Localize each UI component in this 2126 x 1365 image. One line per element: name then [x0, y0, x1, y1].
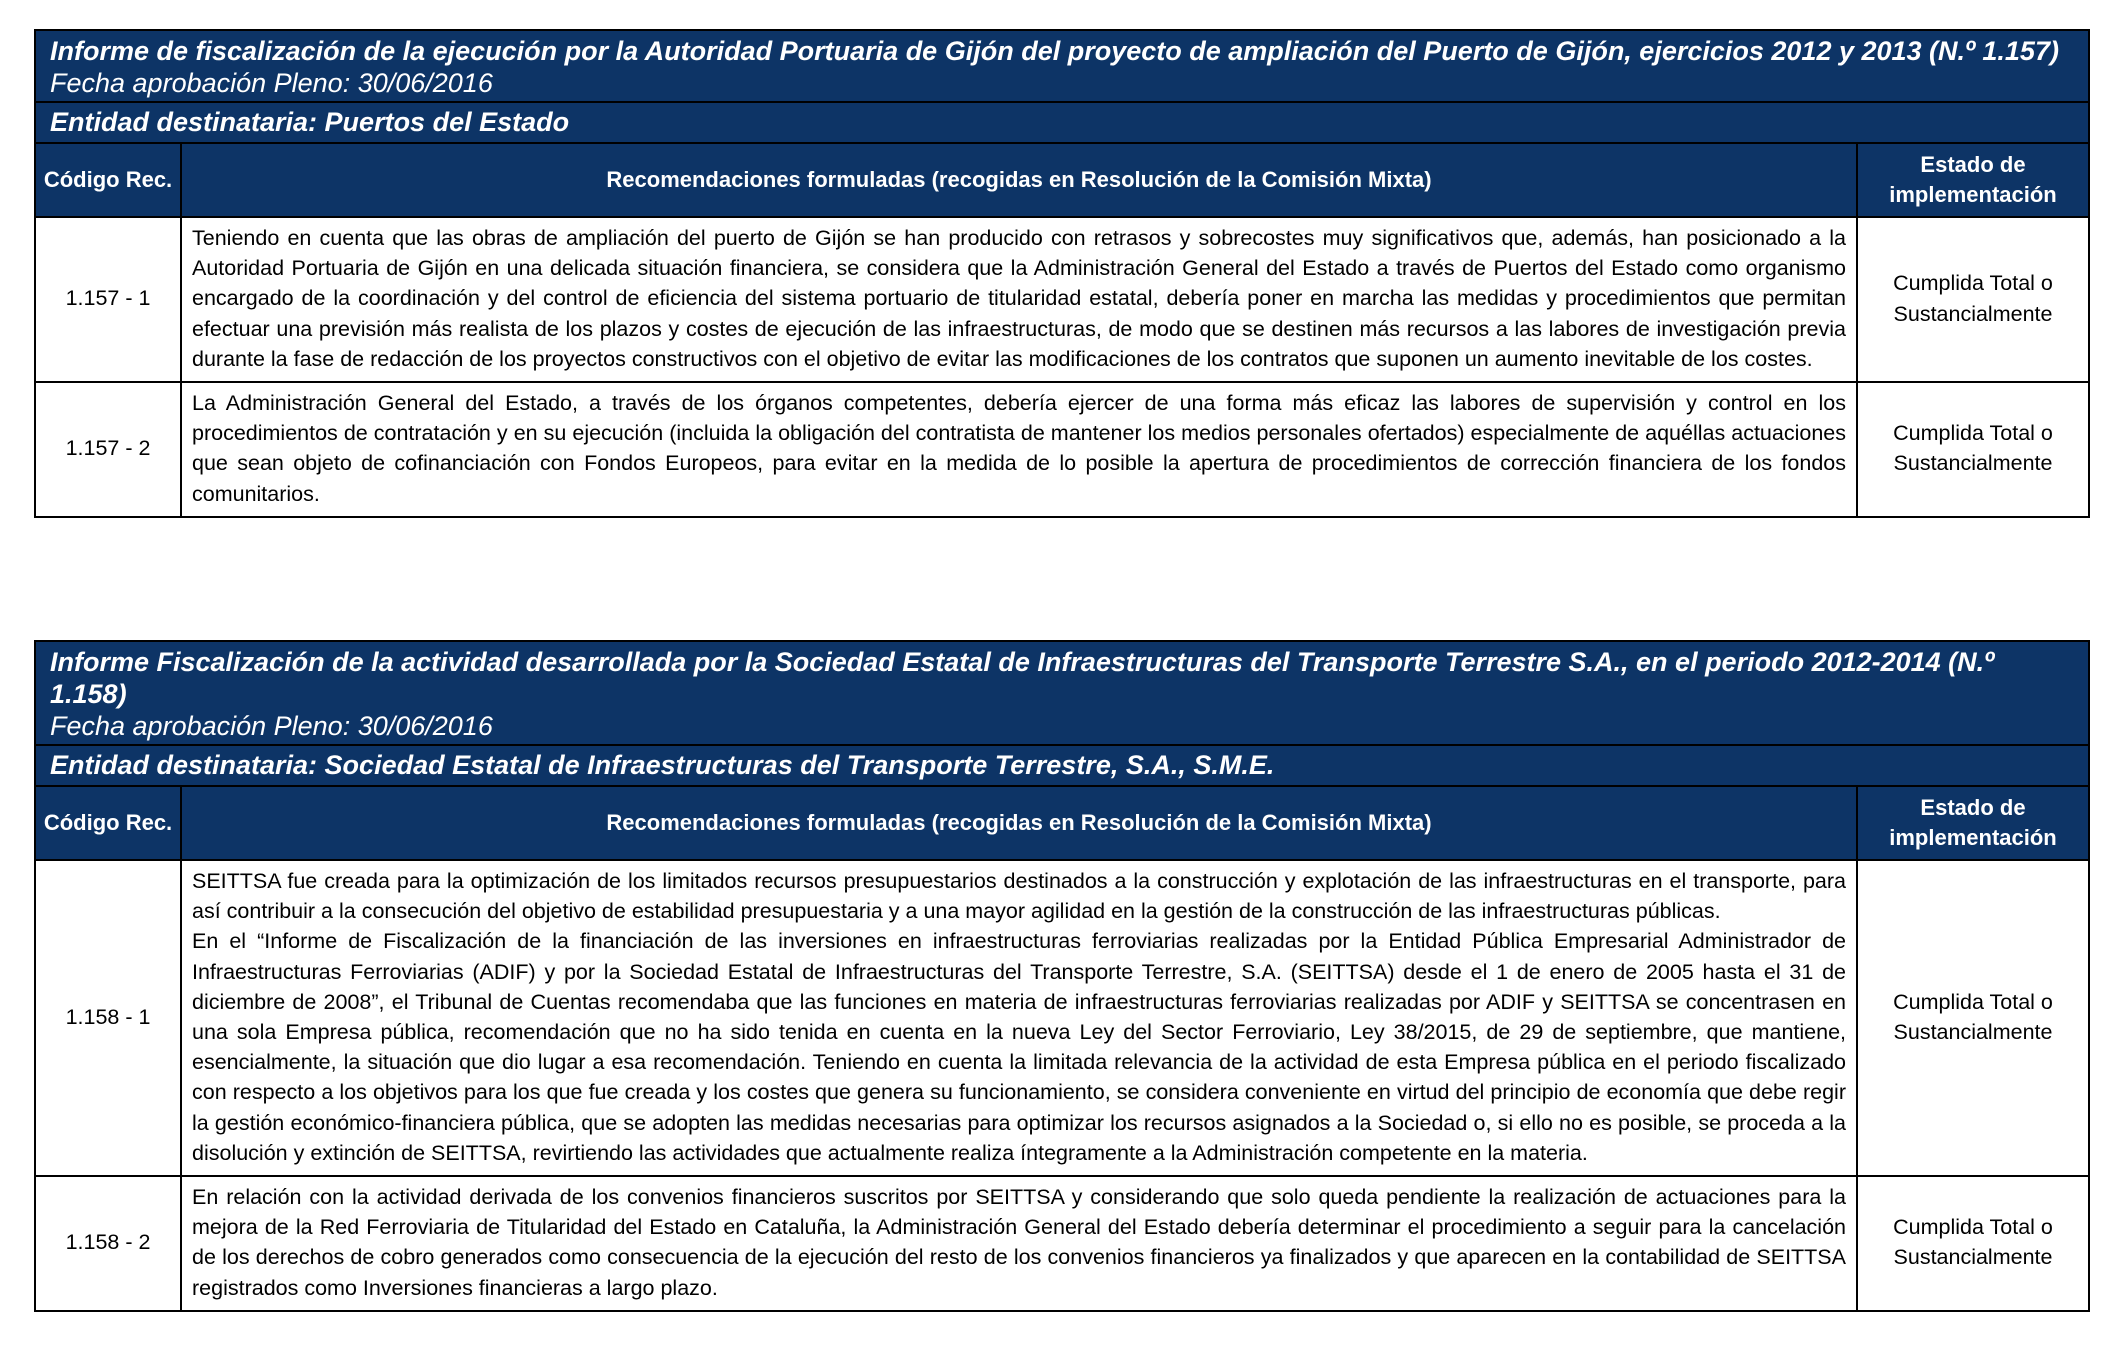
header-state: Estado de implementación	[1857, 143, 2089, 217]
approval-date: Fecha aprobación Pleno: 30/06/2016	[50, 711, 493, 741]
header-recommendations: Recomendaciones formuladas (recogidas en Resolución de la Comisión Mixta)	[181, 786, 1857, 860]
recommendation-text	[181, 1176, 1857, 1311]
recommendation-paragraph: La Administración General del Estado, a través de los órganos competentes, debería ejercer de una forma más eficaz las labores de supervisión y control en los procedimientos de contratación y en su ejecución (incluida la obligación del contratista de mantener los medios personales ofertados) especialmente de aquéllas actuaciones que sean objeto de cofinanciación con Fondos Europeos, para evitar en la medida de lo posible la apertura de procedimientos de corrección financiera de los fondos comunitarios.	[192, 391, 1846, 506]
report-block-1157	[34, 29, 2090, 518]
report-banner	[34, 640, 2090, 785]
header-code: Código Rec.	[35, 786, 181, 860]
table-row	[35, 382, 2089, 517]
recommendation-paragraph: SEITTSA fue creada para la optimización de los limitados recursos presupuestarios destinados a la construcción y explotación de las infraestructuras en el transporte, para así contribuir a la consecución del objetivo de estabilidad presupuestaria y a una mayor agilidad en la gestión de la construcción de las infraestructuras públicas.	[192, 869, 1846, 924]
report-title: Informe de fiscalización de la ejecución por la Autoridad Portuaria de Gijón del proyecto de ampliación del Puerto de Gijón, ejercicios 2012 y 2013 (N.º 1.157)	[50, 36, 2059, 66]
implementation-state: Cumplida Total o Sustancialmente	[1857, 217, 2089, 382]
recommendation-code: 1.158 - 1	[35, 860, 181, 1176]
recommendation-code: 1.157 - 1	[35, 217, 181, 382]
recommendation-paragraph: En el “Informe de Fiscalización de la financiación de las inversiones en infraestructuras ferroviarias realizadas por la Entidad Pública Empresarial Administrador de Infraestructuras Ferroviarias (ADIF) y por la Sociedad Estatal de Infraestructuras del Transporte Terrestre, S.A. (SEITTSA) desde el 1 de enero de 2005 hasta el 31 de diciembre de 2008”, el Tribunal de Cuentas recomendaba que las funciones en materia de infraestructuras ferroviarias realizadas por ADIF y SEITTSA se concentrasen en una sola Empresa pública, recomendación que no ha sido tenida en cuenta en la nueva Ley del Sector Ferroviario, Ley 38/2015, de 29 de septiembre, que mantiene, esencialmente, la situación que dio lugar a esa recomendación. Teniendo en cuenta la limitada relevancia de la actividad de esta Empresa pública en el periodo fiscalizado con respecto a los objetivos para los que fue creada y los costes que genera su funcionamiento, se considera conveniente en virtud del principio de economía que debe regir la gestión económico-financiera pública, que se adopten las medidas necesarias para optimizar los recursos asignados a la Sociedad o, si ello no es posible, se proceda a la disolución y extinción de SEITTSA, revirtiendo las actividades que actualmente realiza íntegramente a la Administración competente en la materia.	[192, 929, 1846, 1165]
implementation-state: Cumplida Total o Sustancialmente	[1857, 382, 2089, 517]
table-row	[35, 860, 2089, 1176]
recommendation-paragraph: En relación con la actividad derivada de los convenios financieros suscritos por SEITTSA y considerando que solo queda pendiente la realización de actuaciones para la mejora de la Red Ferroviaria de Titularidad del Estado en Cataluña, la Administración General del Estado debería determinar el procedimiento a seguir para la cancelación de los derechos de cobro generados como consecuencia de la ejecución del resto de los convenios financieros ya finalizados y que aparecen en la contabilidad de SEITTSA registrados como Inversiones financieras a largo plazo.	[192, 1185, 1846, 1300]
report-block-1158	[34, 640, 2090, 1312]
table-row	[35, 1176, 2089, 1311]
table-header-row	[35, 786, 2089, 860]
header-recommendations: Recomendaciones formuladas (recogidas en Resolución de la Comisión Mixta)	[181, 143, 1857, 217]
header-state: Estado de implementación	[1857, 786, 2089, 860]
report-banner	[34, 29, 2090, 142]
report-title: Informe Fiscalización de la actividad desarrollada por la Sociedad Estatal de Infraestructuras del Transporte Terrestre S.A., en el periodo 2012-2014 (N.º 1.158)	[50, 647, 1995, 709]
implementation-state: Cumplida Total o Sustancialmente	[1857, 860, 2089, 1176]
recommendation-code: 1.157 - 2	[35, 382, 181, 517]
recommendations-table	[34, 142, 2090, 518]
table-header-row	[35, 143, 2089, 217]
approval-date: Fecha aprobación Pleno: 30/06/2016	[50, 68, 493, 98]
recommendation-text	[181, 217, 1857, 382]
recommendation-text	[181, 382, 1857, 517]
recommendations-table	[34, 785, 2090, 1312]
recommendation-code: 1.158 - 2	[35, 1176, 181, 1311]
implementation-state: Cumplida Total o Sustancialmente	[1857, 1176, 2089, 1311]
table-row	[35, 217, 2089, 382]
header-code: Código Rec.	[35, 143, 181, 217]
recommendation-text	[181, 860, 1857, 1176]
recipient-entity: Entidad destinataria: Puertos del Estado	[36, 101, 2088, 142]
recipient-entity: Entidad destinataria: Sociedad Estatal de Infraestructuras del Transporte Terrestre, S.A., S.M.E.	[36, 744, 2088, 785]
recommendation-paragraph: Teniendo en cuenta que las obras de ampliación del puerto de Gijón se han producido con retrasos y sobrecostes muy significativos que, además, han posicionado a la Autoridad Portuaria de Gijón en una delicada situación financiera, se considera que la Administración General del Estado a través de Puertos del Estado como organismo encargado de la coordinación y del control de eficiencia del sistema portuario de titularidad estatal, debería poner en marcha las medidas y procedimientos que permitan efectuar una previsión más realista de los plazos y costes de ejecución de las infraestructuras, de modo que se destinen más recursos a las labores de investigación previa durante la fase de redacción de los proyectos constructivos con el objetivo de evitar las modificaciones de los contratos que suponen un aumento inevitable de los costes.	[192, 226, 1846, 371]
